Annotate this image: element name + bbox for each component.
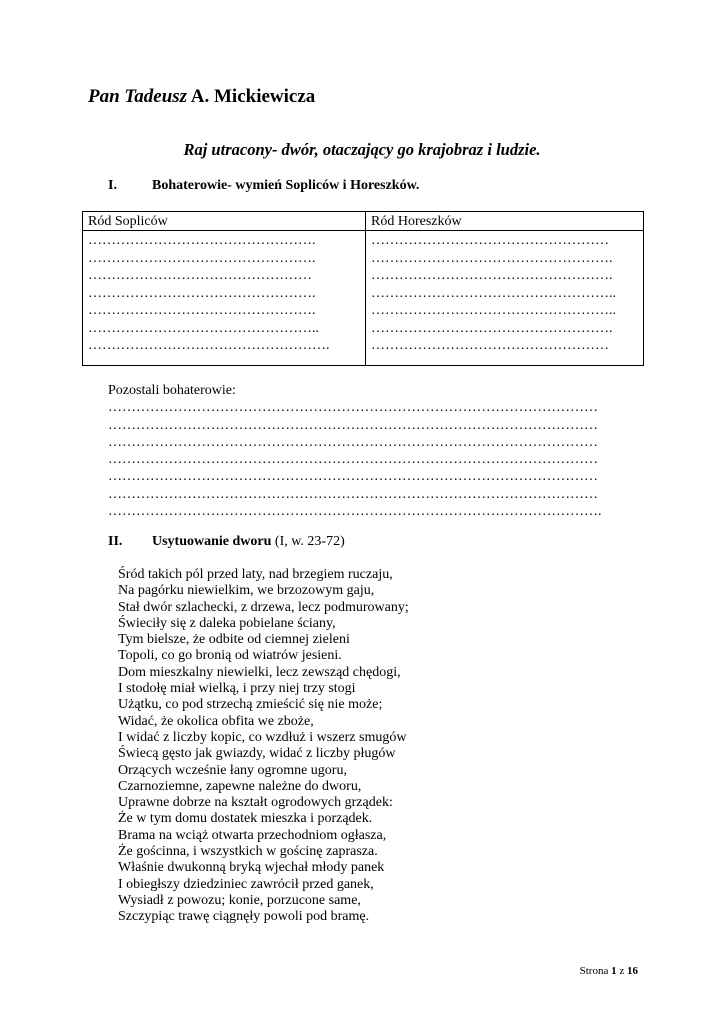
poem-line: I obiegłszy dziedziniec zawrócił przed ganek,	[118, 876, 374, 892]
footer-label: Strona	[579, 965, 612, 977]
section-2-number: II.	[108, 534, 123, 549]
soplica-header: Ród Sopliców	[83, 212, 366, 231]
section-2-reference: (I, w. 23-72)	[271, 534, 345, 549]
document-title	[88, 86, 315, 108]
other-characters-label: Pozostali bohaterowie:	[108, 383, 236, 398]
poem-line: Użątku, co pod strzechą zmieścić się nie może;	[118, 697, 383, 713]
title-work: Pan Tadeusz	[88, 86, 188, 107]
answer-line: ………………………………………….	[88, 303, 316, 318]
answer-line: ……………………………………………………………………………………………	[108, 434, 598, 450]
poem-line: Świeciły się z daleka pobielane ściany,	[118, 615, 336, 631]
poem-line: Szczypiąc trawę ciągnęły powoli pod bramę.	[118, 909, 370, 925]
poem-line: Że gościnna, i wszystkich w gościnę zaprasza.	[118, 844, 378, 860]
horeszko-answer-cell[interactable]	[366, 231, 644, 366]
answer-line: ………………………………………….	[88, 233, 316, 248]
section-2-title: Usytuowanie dworu	[152, 534, 272, 549]
poem-line: Orzących wcześnie łany ogromne ugoru,	[118, 762, 347, 778]
poem-line: Uprawne dobrze na kształt ogrodowych grządek:	[118, 795, 393, 811]
poem-line: Czarnoziemne, zapewne należne do dworu,	[118, 778, 362, 794]
other-characters-block[interactable]	[108, 382, 648, 520]
section-1-title: Bohaterowie- wymień Sopliców i Horeszków.	[152, 178, 420, 193]
poem-line: Brama na wciąż otwarta przechodniom ogłasza,	[118, 827, 387, 843]
poem-line: Właśnie dwukonną bryką wjechał młody panek	[118, 860, 385, 876]
answer-line: …………………………………………..	[88, 320, 319, 336]
poem-line: Śród takich pól przed laty, nad brzegiem ruczaju,	[118, 567, 393, 582]
answer-line: ……………………………………………	[371, 338, 609, 353]
poem-line: Że w tym domu dostatek mieszka i porządek.	[118, 811, 373, 827]
answer-line: …………………………………………	[88, 268, 312, 283]
answer-line: ……………………………………………………………………………………………	[108, 469, 598, 485]
footer-of: z	[616, 965, 627, 977]
poem-line: Wysiadł z powozu; konie, porzucone same,	[118, 892, 361, 908]
answer-line: ……………………………………………………………………………………………	[108, 400, 598, 416]
answer-line: ………………………………………….	[88, 285, 316, 301]
poem-excerpt	[118, 567, 409, 926]
poem-line: I stodołę miał wielką, i przy niej trzy stogi	[118, 681, 356, 697]
page-footer	[580, 965, 638, 977]
answer-line: ……………………………………………………………………………………………	[108, 486, 598, 502]
poem-line: I widać z liczby kopic, co wzdłuż i wszerz smugów	[118, 729, 407, 745]
poem-line: Topoli, co go bronią od wiatrów jesieni.	[118, 648, 342, 664]
footer-page-total: 16	[627, 965, 638, 977]
title-author: A. Mickiewicza	[187, 86, 316, 107]
answer-line: …………………………………………………………………………………………….	[108, 504, 602, 520]
answer-line: ……………………………………………..	[371, 303, 616, 318]
soplica-answer-cell[interactable]	[83, 231, 366, 366]
families-table	[82, 211, 644, 366]
section-1-heading	[108, 178, 419, 194]
poem-line: Świecą gęsto jak gwiazdy, widać z liczby pługów	[118, 746, 396, 762]
poem-line: Na pagórku niewielkim, we brzozowym gaju,	[118, 583, 375, 599]
poem-line: Tym bielsze, że odbite od ciemnej zieleni	[118, 632, 350, 648]
answer-line: ……………………………………………	[371, 233, 609, 248]
answer-line: ……………………………………………………………………………………………	[108, 452, 598, 468]
poem-line: Widać, że okolica obfita we zboże,	[118, 713, 314, 729]
document-subtitle: Raj utracony- dwór, otaczający go krajobraz i ludzie.	[183, 140, 541, 159]
section-1-number: I.	[108, 178, 117, 193]
footer-page-number: 1	[611, 965, 617, 977]
answer-line: …………………………………………….	[88, 338, 330, 353]
horeszko-header: Ród Horeszków	[366, 212, 644, 231]
section-2-heading	[108, 534, 345, 550]
answer-line: ……………………………………………..	[371, 285, 616, 301]
answer-line: …………………………………………….	[371, 250, 613, 266]
answer-line: ……………………………………………………………………………………………	[108, 417, 598, 433]
answer-line: …………………………………………….	[371, 320, 613, 336]
answer-line: …………………………………………….	[371, 268, 613, 283]
poem-line: Stał dwór szlachecki, z drzewa, lecz podmurowany;	[118, 599, 409, 615]
poem-line: Dom mieszkalny niewielki, lecz zewsząd chędogi,	[118, 664, 401, 680]
answer-line: ………………………………………….	[88, 250, 316, 266]
